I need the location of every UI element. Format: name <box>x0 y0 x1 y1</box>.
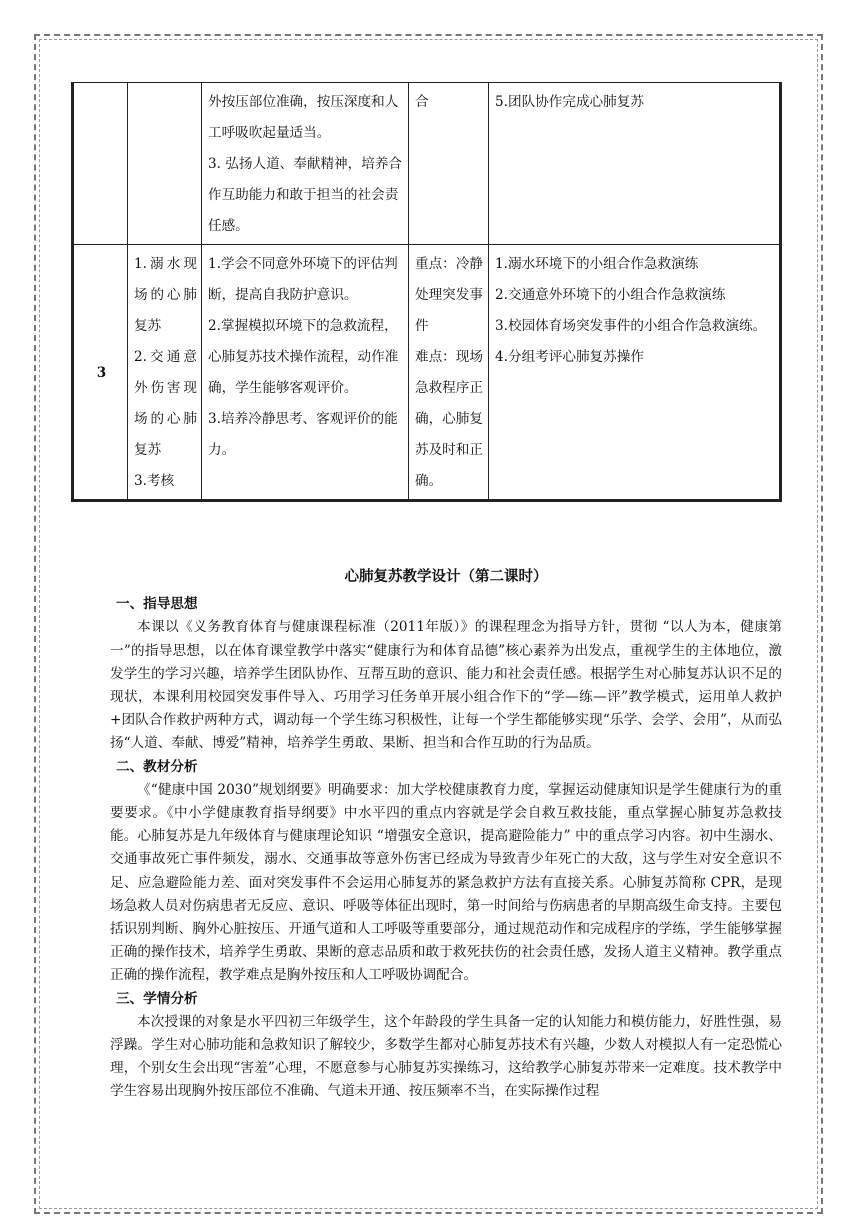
section-paragraph: 本次授课的对象是水平四初三年级学生，这个年龄段的学生具备一定的认知能力和模仿能力，好胜性强，易浮躁。学生对心肺功能和急救知识了解较少，多数学生都对心肺复苏技术有兴趣，少数人对模拟人有一定恐慌心理，个别女生会出现“害羞”心理，不愿意参与心肺复苏实操练习，这给教学心肺复苏带来一定难度。技术教学中学生容易出现胸外按压部位不准确、气道未开通、按压频率不当，在实际操作过程 <box>110 1013 782 1100</box>
keypoint-item: 难点：现场急救程序正确，心肺复苏及时和正确。 <box>415 349 483 489</box>
lesson-number-cell: 3 <box>73 245 128 501</box>
activity-item: 4.分组考评心肺复苏操作 <box>495 349 644 365</box>
objective-item: 3.培养冷静思考、客观评价的能力。 <box>208 411 398 458</box>
keypoints-cell <box>409 245 489 501</box>
lesson-plan-table <box>71 82 782 502</box>
section-heading: 一、指导思想 <box>116 596 198 613</box>
section-heading: 二、教材分析 <box>116 758 198 775</box>
activities-cell <box>489 245 781 501</box>
objective-item: 1.学会不同意外环境下的评估判断，提高自我防护意识。 <box>208 256 398 303</box>
objectives-cell <box>202 245 409 501</box>
table-row <box>73 83 781 245</box>
keypoints-cell <box>409 83 489 245</box>
content-item: 3.考核 <box>134 473 175 489</box>
activity-item: 2.交通意外环境下的小组合作急救演练 <box>495 287 726 303</box>
section-paragraph: 《“健康中国 2030”规划纲要》明确要求：加大学校健康教育力度，掌握运动健康知识是学生健康行为的重要要求。《中小学健康教育指导纲要》中水平四的重点内容就是学会自救互救技能，重点掌握心肺复苏急救技能。心肺复苏是九年级体育与健康理论知识 “增强安全意识，提高避险能力” 中的重点学习内容。初中生溺水、交通事故死亡事件频发，溺水、交通事故等意外伤害已经成为导致青少年死亡的大敌，这与学生对安全意识不足、应急避险能力差、面对突发事件不会运用心肺复苏的紧急救护方法有直接关系。心肺复苏简称 CPR，是现场急救人员对伤病患者无反应、意识、呼吸等体征出现时，第一时间给与伤病患者的早期高级生命支持。主要包括识别判断、胸外心脏按压、开通气道和人工呼吸等重要部分，通过规范动作和完成程序的学练，学生能够掌握正确的操作技术，培养学生勇敢、果断的意志品质和敢于救死扶伤的社会责任感，发扬人道主义精神。教学重点正确的操作流程，教学难点是胸外按压和人工呼吸协调配合。 <box>110 781 782 984</box>
content-cell <box>128 83 202 245</box>
document-title: 心肺复苏教学设计（第二课时） <box>344 569 548 585</box>
section-heading: 三、学情分析 <box>116 990 198 1007</box>
content-item: 1.溺水现场的心肺复苏 <box>134 256 197 334</box>
section-paragraph: 本课以《义务教育体育与健康课程标准（2011年版）》的课程理念为指导方针，贯彻 “以人为本，健康第一”的指导思想，以在体育课堂教学中落实“健康行为和体育品德”核心素养为出发点，重视学生的主体地位，激发学生的学习兴趣，培养学生团队协作、互帮互助的意识、能力和社会责任感。根据学生对心肺复苏认识不足的现状，本课利用校园突发事件导入、巧用学习任务单开展小组合作下的“学—练—评”教学模式，运用单人救护+团队合作救护两种方式，调动每一个学生练习积极性，让每一个学生都能够实现“乐学、会学、会用”，从而弘扬“人道、奉献、博爱”精神，培养学生勇敢、果断、担当和合作互助的行为品质。 <box>110 619 782 752</box>
objective-item: 3. 弘扬人道、奉献精神，培养合作互助能力和敢于担当的社会责任感。 <box>208 156 403 234</box>
activity-item: 3.校园体育场突发事件的小组合作急救演练。 <box>495 318 767 334</box>
lesson-number-cell <box>73 83 128 245</box>
objective-item: 2.掌握模拟环境下的急救流程，心肺复苏技术操作流程，动作准确，学生能够客观评价。 <box>208 318 399 396</box>
keypoint-item: 重点：冷静处理突发事件 <box>415 256 483 334</box>
document-body <box>110 566 782 1104</box>
objectives-cell <box>202 83 409 245</box>
table-row <box>73 245 781 501</box>
activities-cell <box>489 83 781 245</box>
content-cell <box>128 245 202 501</box>
content-item: 2.交通意外伤害现场的心肺复苏 <box>134 349 197 458</box>
activity-item: 1.溺水环境下的小组合作急救演练 <box>495 256 699 272</box>
keypoint-item: 合 <box>415 94 429 110</box>
objective-item: 外按压部位准确，按压深度和人工呼吸吹起量适当。 <box>208 94 399 141</box>
activity-item: 5.团队协作完成心肺复苏 <box>495 94 644 110</box>
